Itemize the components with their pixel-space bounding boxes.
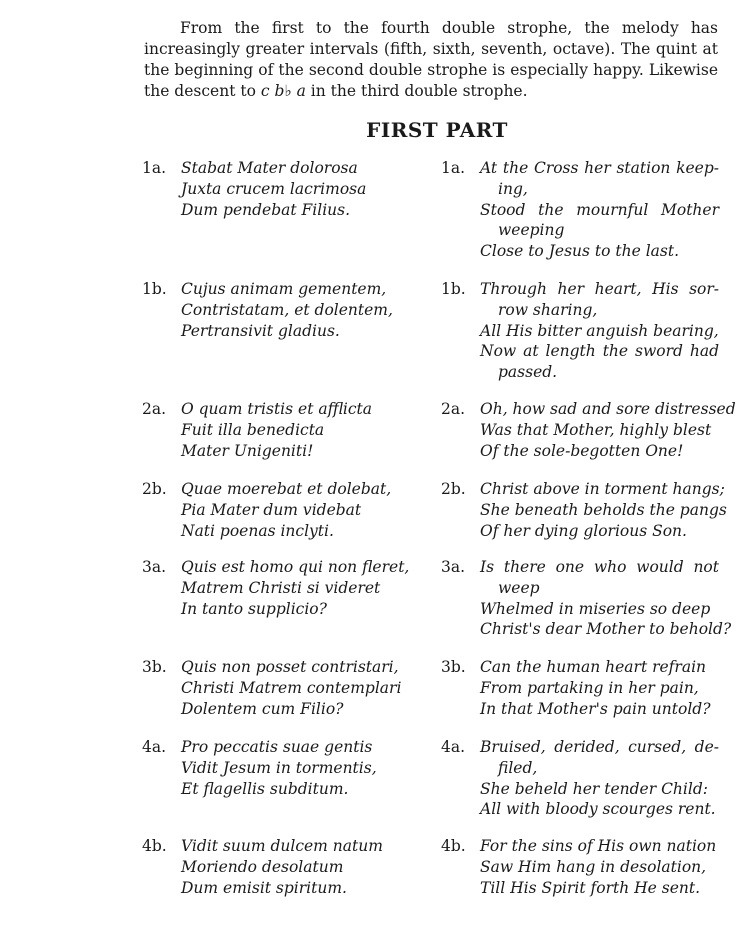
intro-text-1: From the first to the fourth double strophe, the melody has increasingly greater intervals (fifth, sixth, seventh, octave). The quint at the beginning of the second double strophe is especially happy. Likewise the descent to <box>144 19 718 100</box>
verse-line: For the sins of His own nation <box>480 837 717 855</box>
stanza-number: 3a. <box>441 558 466 576</box>
stanza-number: 3b. <box>441 658 466 676</box>
verse-lines <box>480 737 719 820</box>
stanza-number: 1b. <box>441 280 466 298</box>
verse-line: Of the sole-begotten One! <box>480 441 684 460</box>
stanza-number: 3b. <box>142 658 167 676</box>
verse-line: Through her heart, His sor- <box>480 280 719 298</box>
verse-line: Mater Unigeniti! <box>181 441 314 460</box>
stanza-number: 1b. <box>142 280 167 298</box>
verse-line: She beneath beholds the pangs <box>480 500 727 519</box>
verse-lines <box>181 657 412 719</box>
verse-line: Quis est homo qui non fleret, <box>181 558 410 576</box>
verse-line: Juxta crucem lacrimosa <box>181 179 367 198</box>
verse-line: Is there one who would not <box>480 558 719 576</box>
part-title: FIRST PART <box>366 118 508 142</box>
verse-lines <box>181 557 412 619</box>
verse-line: Vidit suum dulcem natum <box>181 837 383 855</box>
verse-line: weep <box>498 578 540 597</box>
verse-lines <box>480 399 736 461</box>
verse-line: Was that Mother, highly blest <box>480 420 712 439</box>
verse-line: Quae moerebat et dolebat, <box>181 480 392 498</box>
verse-line: All with bloody scourges rent. <box>480 800 716 819</box>
verse-line: filed, <box>498 758 538 777</box>
verse-line: passed. <box>498 363 558 382</box>
verse-lines <box>480 158 719 262</box>
verse-line: Dolentem cum Filio? <box>181 699 344 718</box>
stanza-number: 2b. <box>441 480 466 498</box>
verse-line: In tanto supplicio? <box>181 599 327 618</box>
verse-line: Pia Mater dum videbat <box>181 500 362 519</box>
stanza-number: 2a. <box>142 400 167 418</box>
verse-line: Contristatam, et dolentem, <box>181 300 393 319</box>
verse-line: Christ's dear Mother to behold? <box>480 620 732 639</box>
verse-line: Close to Jesus to the last. <box>480 242 680 261</box>
verse-line: Can the human heart refrain <box>480 658 707 676</box>
verse-line: Fuit illa benedicta <box>181 420 325 439</box>
verse-lines <box>181 479 412 541</box>
verse-line: Cujus animam gementem, <box>181 280 387 298</box>
verse-line: Et flagellis subditum. <box>181 779 349 798</box>
verse-line: Pertransivit gladius. <box>181 321 340 340</box>
intro-text-2: in the third double strophe. <box>305 82 528 100</box>
stanza-number: 1a. <box>142 159 167 177</box>
stanza-number: 3a. <box>142 558 167 576</box>
verse-lines <box>181 279 412 341</box>
verse-line: row sharing, <box>498 300 598 319</box>
verse-lines <box>181 399 412 461</box>
verse-line: Matrem Christi si videret <box>181 578 381 597</box>
verse-line: Of her dying glorious Son. <box>480 521 687 540</box>
verse-line: Till His Spirit forth He sent. <box>480 878 701 897</box>
verse-line: O quam tristis et afflicta <box>181 400 372 418</box>
verse-line: Bruised, derided, cursed, de- <box>480 738 719 756</box>
verse-line: Whelmed in miseries so deep <box>480 599 711 618</box>
verse-lines <box>181 158 412 220</box>
intro-notes: c b♭ a <box>260 82 306 100</box>
verse-line: In that Mother's pain untold? <box>480 699 711 718</box>
stanza-number: 1a. <box>441 159 466 177</box>
verse-line: At the Cross her station keep- <box>480 159 719 177</box>
verse-line: Dum pendebat Filius. <box>181 200 351 219</box>
verse-line: Saw Him hang in desolation, <box>480 857 707 876</box>
stanza-number: 2b. <box>142 480 167 498</box>
verse-line: Dum emisit spiritum. <box>181 878 347 897</box>
verse-line: Christi Matrem contemplari <box>181 678 402 697</box>
stanza-number: 4b. <box>142 837 167 855</box>
verse-lines <box>480 557 732 640</box>
verse-lines <box>181 737 412 799</box>
verse-lines <box>480 479 727 541</box>
verse-lines <box>480 279 719 383</box>
intro-paragraph <box>144 18 718 102</box>
verse-line: Now at length the sword had <box>480 342 719 361</box>
verse-line: Nati poenas inclyti. <box>181 521 334 540</box>
verse-line: weeping <box>498 221 565 240</box>
verse-line: Stood the mournful Mother <box>480 200 719 219</box>
stanza-number: 2a. <box>441 400 466 418</box>
verse-line: From partaking in her pain, <box>480 678 699 697</box>
verse-line: Oh, how sad and sore distressed <box>480 400 736 418</box>
verse-lines <box>480 657 719 719</box>
verse-line: Pro peccatis suae gentis <box>181 738 373 756</box>
verse-line: Moriendo desolatum <box>181 857 344 876</box>
verse-line: She beheld her tender Child: <box>480 779 708 798</box>
stanza-number: 4a. <box>441 738 466 756</box>
stanza-number: 4a. <box>142 738 167 756</box>
verse-line: Christ above in torment hangs; <box>480 480 725 498</box>
stanza-number: 4b. <box>441 837 466 855</box>
verse-line: Stabat Mater dolorosa <box>181 159 358 177</box>
verse-lines <box>181 836 412 898</box>
verse-line: Vidit Jesum in tormentis, <box>181 758 377 777</box>
verse-lines <box>480 836 719 898</box>
verse-line: All His bitter anguish bearing, <box>480 321 719 340</box>
verse-line: ing, <box>498 179 528 198</box>
verse-line: Quis non posset contristari, <box>181 658 399 676</box>
